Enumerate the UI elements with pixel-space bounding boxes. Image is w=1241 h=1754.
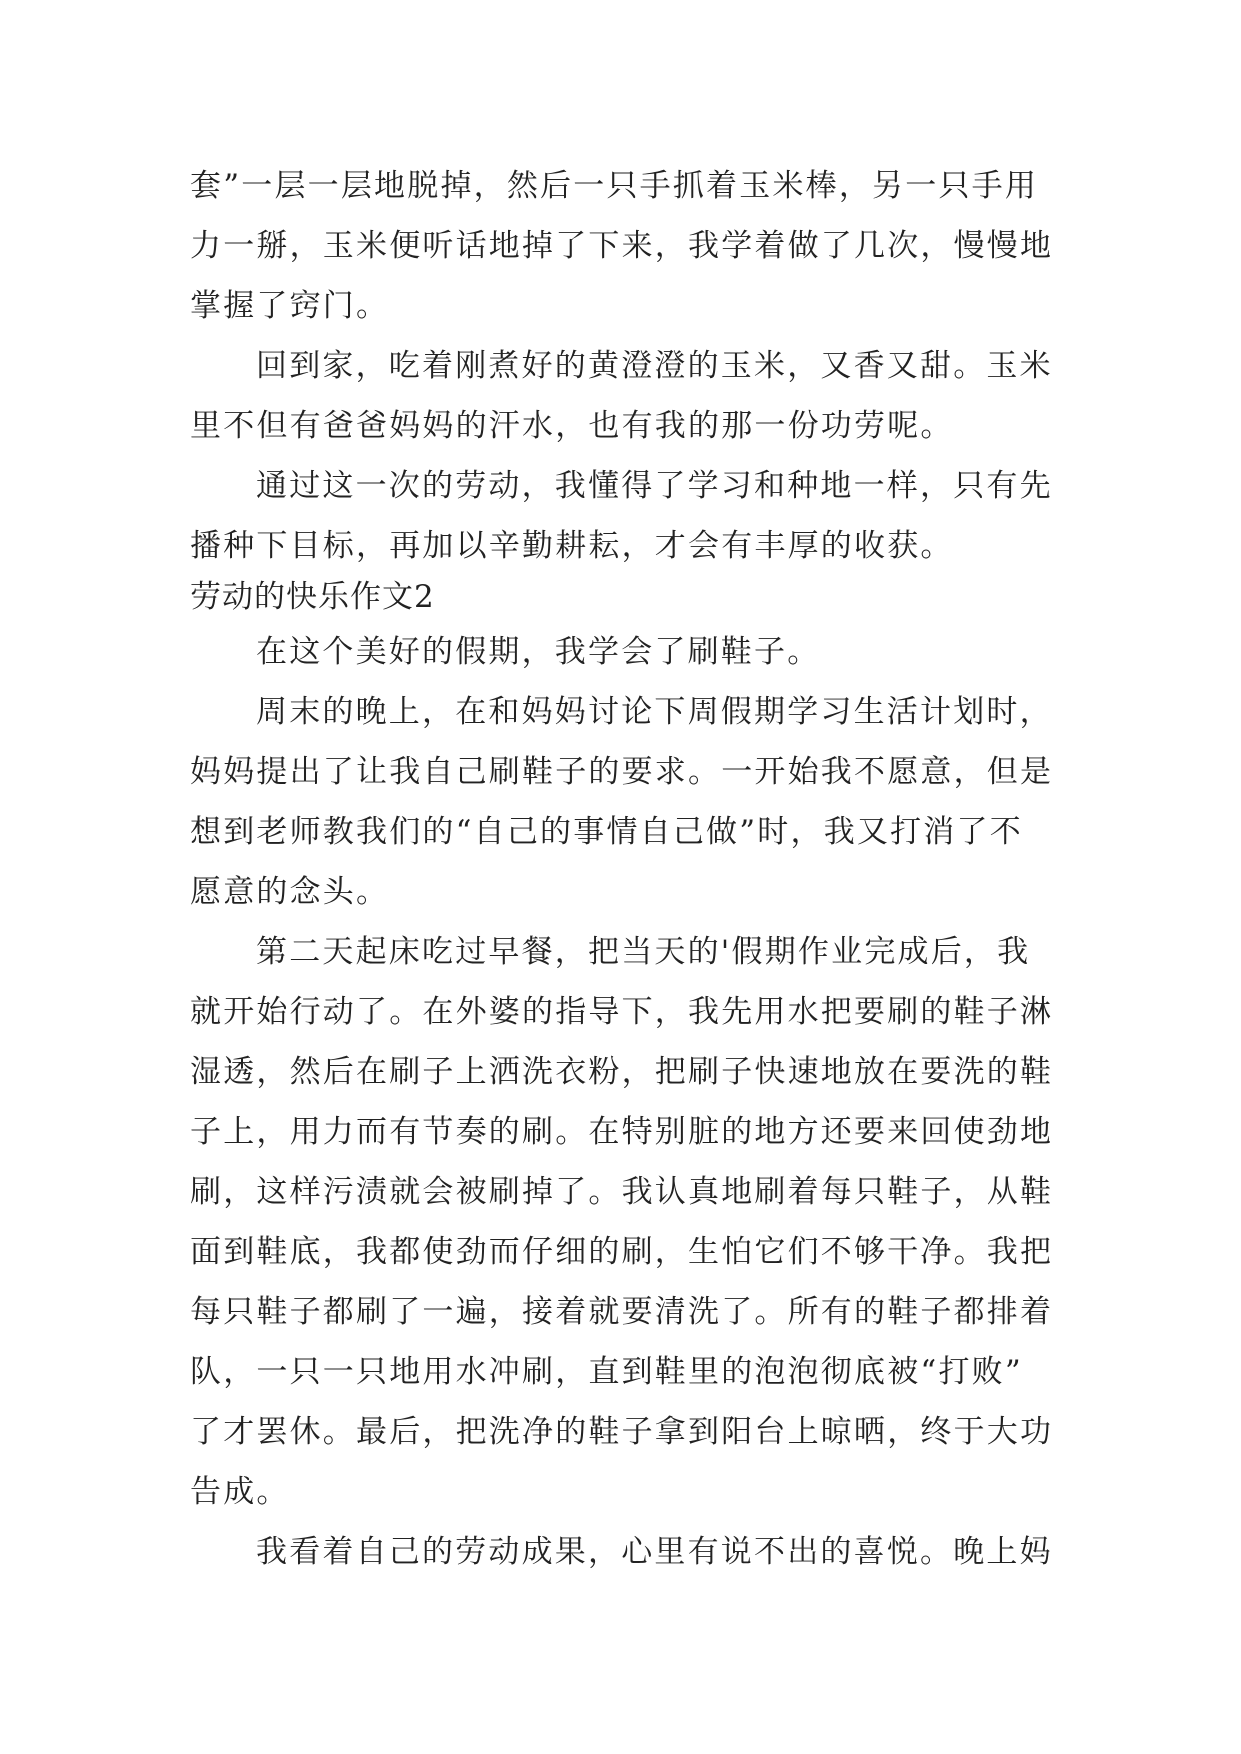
text-line: 告成。 <box>190 1474 290 1510</box>
text-line: 子上，用力而有节奏的刷。在特别脏的地方还要来回使劲地 <box>190 1114 1054 1150</box>
text-line: 了才罢休。最后，把洗净的鞋子拿到阳台上晾晒，终于大功 <box>190 1414 1054 1450</box>
paragraph-first-line: 通过这一次的劳动，我懂得了学习和种地一样，只有先 <box>256 468 1053 504</box>
text-line: 湿透，然后在刷子上洒洗衣粉，把刷子快速地放在要洗的鞋 <box>190 1054 1054 1090</box>
text-line: 面到鞋底，我都使劲而仔细的刷，生怕它们不够干净。我把 <box>190 1234 1054 1270</box>
text-line: 里不但有爸爸妈妈的汗水，也有我的那一份功劳呢。 <box>190 408 954 444</box>
text-line: 愿意的念头。 <box>190 874 390 910</box>
text-line: 套”一层一层地脱掉，然后一只手抓着玉米棒，另一只手用 <box>190 168 1039 204</box>
text-line: 想到老师教我们的“自己的事情自己做”时，我又打消了不 <box>190 814 1023 850</box>
text-line: 刷，这样污渍就会被刷掉了。我认真地刷着每只鞋子，从鞋 <box>190 1174 1054 1210</box>
paragraph-first-line: 回到家，吃着刚煮好的黄澄澄的玉米，又香又甜。玉米 <box>256 348 1053 384</box>
paragraph-first-line: 第二天起床吃过早餐，把当天的'假期作业完成后，我 <box>256 934 1031 970</box>
text-line: 掌握了窍门。 <box>190 288 390 324</box>
paragraph-first-line: 在这个美好的假期，我学会了刷鞋子。 <box>256 634 821 670</box>
text-line: 妈妈提出了让我自己刷鞋子的要求。一开始我不愿意，但是 <box>190 754 1054 790</box>
text-line: 就开始行动了。在外婆的指导下，我先用水把要刷的鞋子淋 <box>190 994 1054 1030</box>
paragraph-first-line: 周末的晚上，在和妈妈讨论下周假期学习生活计划时， <box>256 694 1053 730</box>
section-heading: 劳动的快乐作文2 <box>190 579 435 615</box>
paragraph-first-line: 我看着自己的劳动成果，心里有说不出的喜悦。晚上妈 <box>256 1534 1053 1570</box>
text-line: 播种下目标，再加以辛勤耕耘，才会有丰厚的收获。 <box>190 528 954 564</box>
text-line: 力一掰，玉米便听话地掉了下来，我学着做了几次，慢慢地 <box>190 228 1054 264</box>
text-line: 队，一只一只地用水冲刷，直到鞋里的泡泡彻底被“打败” <box>190 1354 1023 1390</box>
text-line: 每只鞋子都刷了一遍，接着就要清洗了。所有的鞋子都排着 <box>190 1294 1054 1330</box>
